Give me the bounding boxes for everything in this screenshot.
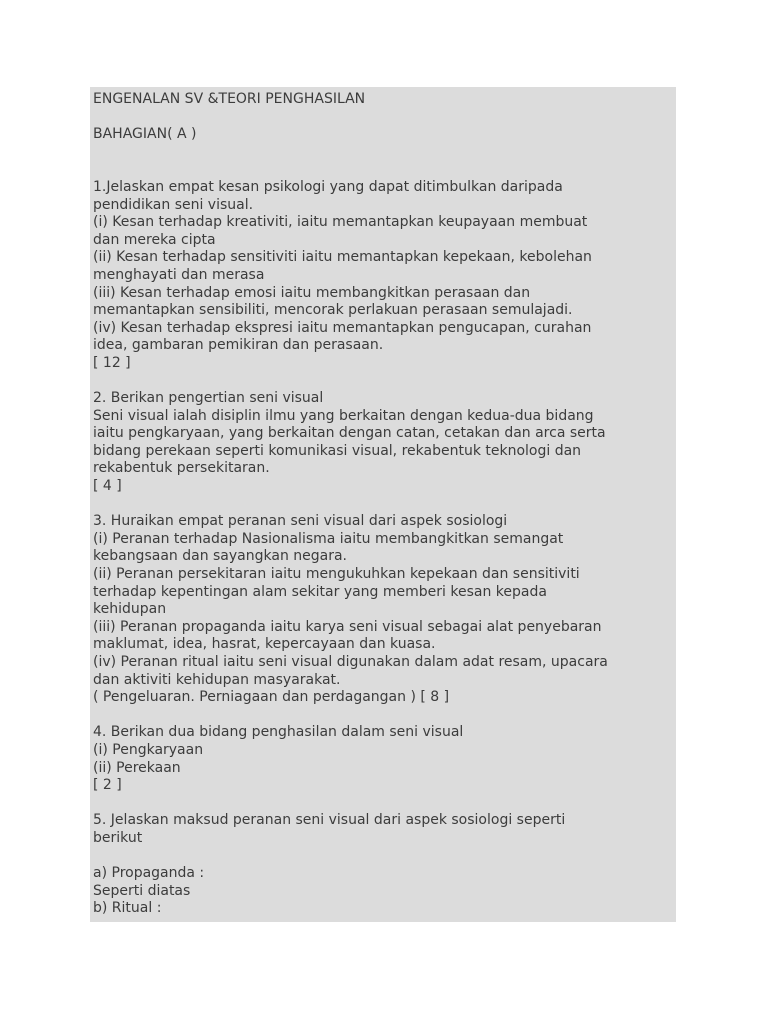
text-line: kehidupan bbox=[93, 601, 167, 618]
text-line: maklumat, idea, hasrat, kepercayaan dan kuasa. bbox=[93, 636, 436, 653]
question-block bbox=[93, 390, 676, 496]
text-line: (iii) Peranan propaganda iaitu karya seni visual sebagai alat penyebaran bbox=[93, 618, 602, 635]
text-line: memantapkan sensibiliti, mencorak perlakuan perasaan semulajadi. bbox=[93, 302, 573, 319]
text-line: b) Ritual : bbox=[93, 900, 162, 917]
text-line: (ii) Perekaan bbox=[93, 759, 181, 776]
spacer bbox=[93, 795, 676, 813]
text-line: (ii) Kesan terhadap sensitiviti iaitu memantapkan kepekaan, kebolehan bbox=[93, 249, 592, 266]
text-line: dan aktiviti kehidupan masyarakat. bbox=[93, 671, 341, 688]
spacer bbox=[93, 144, 676, 162]
text-line: dan mereka cipta bbox=[93, 231, 216, 248]
text-line: Seni visual ialah disiplin ilmu yang berkaitan dengan kedua-dua bidang bbox=[93, 407, 594, 424]
text-line: a) Propaganda : bbox=[93, 865, 205, 882]
text-line: bidang perekaan seperti komunikasi visual, rekabentuk teknologi dan bbox=[93, 442, 582, 459]
spacer bbox=[93, 707, 676, 725]
text-line: kebangsaan dan sayangkan negara. bbox=[93, 548, 348, 565]
text-line: ( Pengeluaran. Perniagaan dan perdagangan ) [ 8 ] bbox=[93, 689, 450, 706]
question-block bbox=[93, 724, 676, 794]
question-list bbox=[93, 179, 676, 918]
text-line: 1.Jelaskan empat kesan psikologi yang dapat ditimbulkan daripada bbox=[93, 178, 563, 195]
text-line: 2. Berikan pengertian seni visual bbox=[93, 390, 324, 407]
question-block bbox=[93, 865, 676, 918]
spacer bbox=[93, 161, 676, 179]
text-line: 3. Huraikan empat peranan seni visual dari aspek sosiologi bbox=[93, 513, 508, 530]
text-line: (iv) Peranan ritual iaitu seni visual digunakan dalam adat resam, upacara bbox=[93, 654, 608, 670]
spacer bbox=[93, 848, 676, 866]
text-line: (ii) Peranan persekitaran iaitu mengukuhkan kepekaan dan sensitiviti bbox=[93, 566, 580, 583]
text-line: Seperti diatas bbox=[93, 882, 191, 899]
text-line: (i) Pengkaryaan bbox=[93, 741, 204, 758]
section-heading: BAHAGIAN( A ) bbox=[93, 126, 197, 143]
text-line: terhadap kepentingan alam sekitar yang memberi kesan kepada bbox=[93, 583, 547, 600]
document-title: ENGENALAN SV &TEORI PENGHASILAN bbox=[93, 91, 366, 107]
text-line: pendidikan seni visual. bbox=[93, 196, 254, 213]
spacer bbox=[93, 373, 676, 391]
text-line: (iii) Kesan terhadap emosi iaitu membangkitkan perasaan dan bbox=[93, 284, 531, 301]
text-line: menghayati dan merasa bbox=[93, 266, 265, 283]
text-line: (i) Kesan terhadap kreativiti, iaitu memantapkan keupayaan membuat bbox=[93, 214, 588, 231]
spacer bbox=[93, 109, 676, 127]
text-line: [ 2 ] bbox=[93, 777, 122, 794]
document-content bbox=[90, 87, 676, 918]
question-block bbox=[93, 513, 676, 707]
text-line: (i) Peranan terhadap Nasionalisma iaitu membangkitkan semangat bbox=[93, 530, 564, 547]
text-line: 4. Berikan dua bidang penghasilan dalam seni visual bbox=[93, 724, 464, 741]
document-page bbox=[90, 87, 676, 922]
spacer bbox=[93, 496, 676, 514]
text-line: rekabentuk persekitaran. bbox=[93, 460, 270, 477]
question-block bbox=[93, 179, 676, 373]
text-line: berikut bbox=[93, 829, 143, 846]
text-line: idea, gambaran pemikiran dan perasaan. bbox=[93, 337, 384, 354]
text-line: 5. Jelaskan maksud peranan seni visual dari aspek sosiologi seperti bbox=[93, 812, 566, 829]
text-line: (iv) Kesan terhadap ekspresi iaitu memantapkan pengucapan, curahan bbox=[93, 319, 592, 336]
question-block bbox=[93, 812, 676, 847]
text-line: [ 4 ] bbox=[93, 478, 122, 495]
text-line: [ 12 ] bbox=[93, 354, 131, 371]
text-line: iaitu pengkaryaan, yang berkaitan dengan catan, cetakan dan arca serta bbox=[93, 425, 606, 442]
